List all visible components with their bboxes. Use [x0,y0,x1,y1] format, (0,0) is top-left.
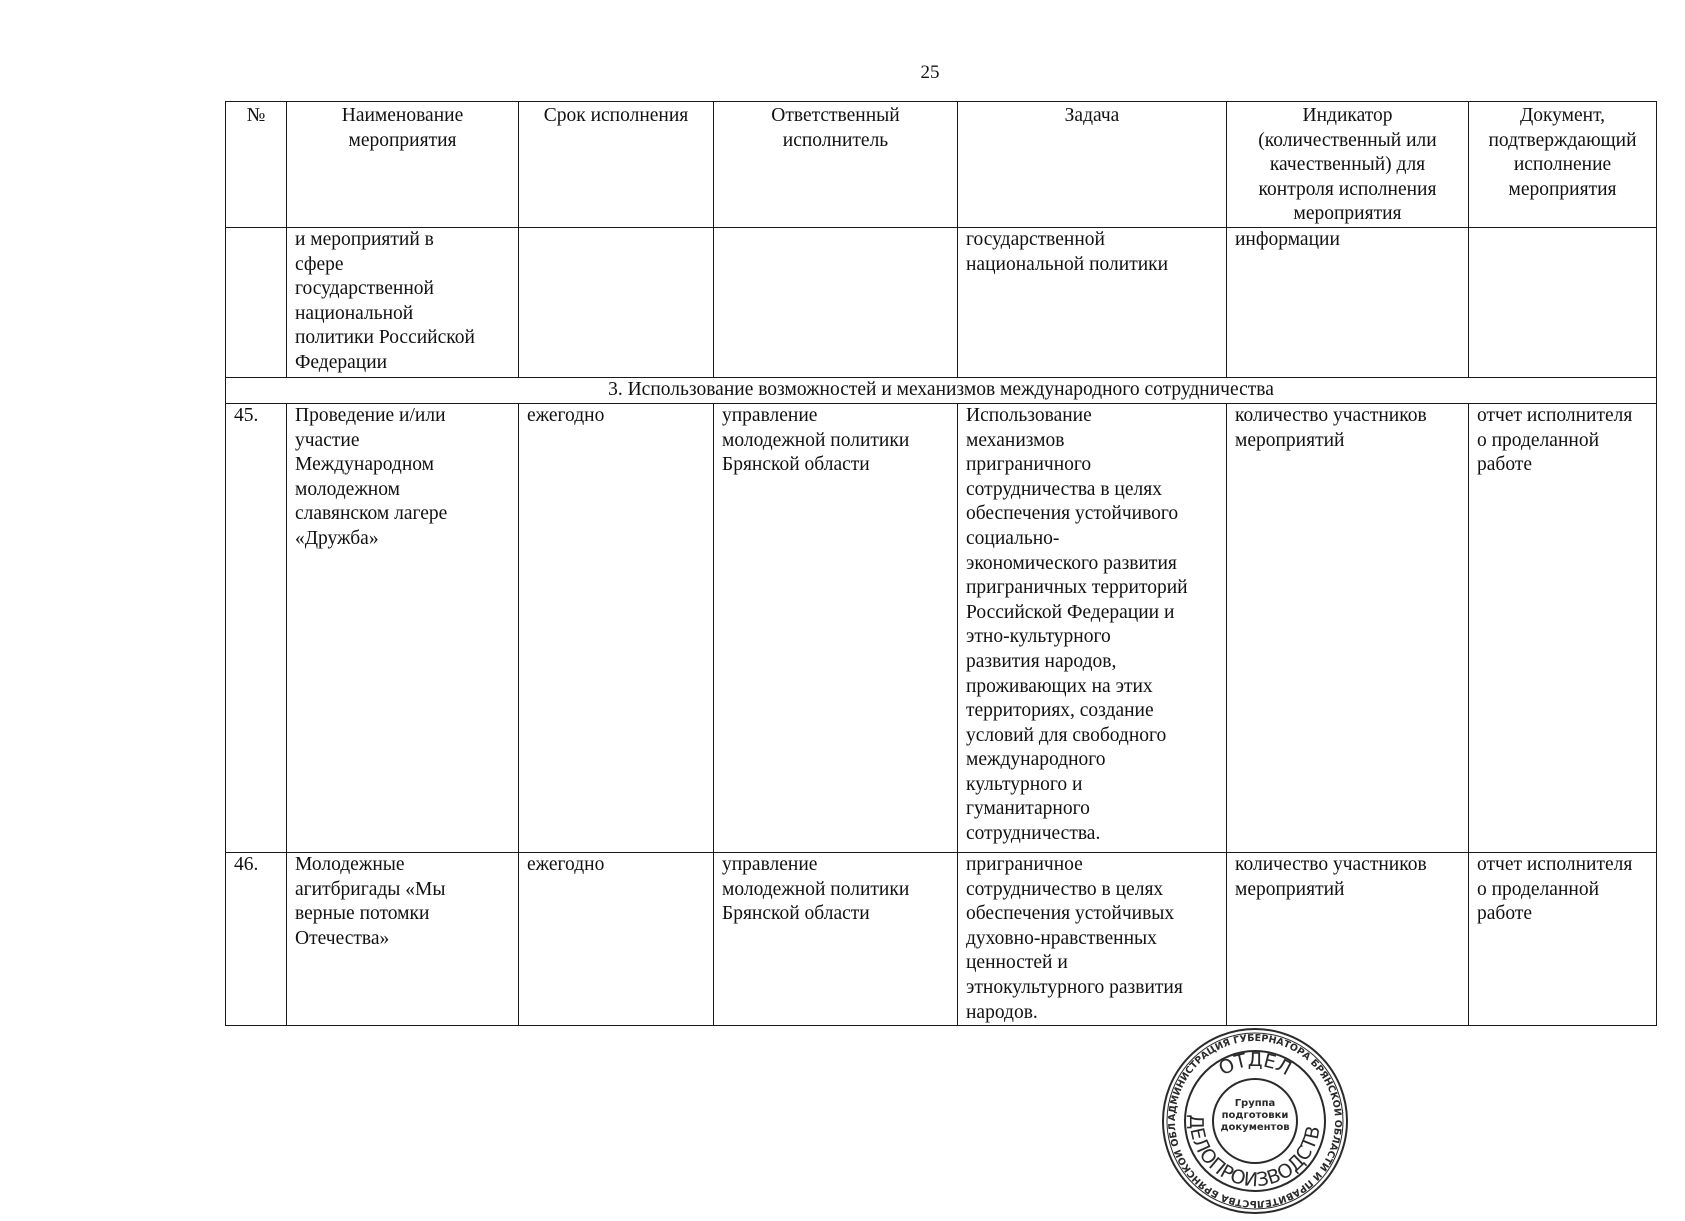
cell-document: отчет исполнителя о проделанной работе [1469,403,1657,852]
cell-num: 45. [226,403,287,852]
header-executor: Ответственный исполнитель [714,102,958,228]
header-num: № [226,102,287,228]
stamp-center-text: Группа подготовки документов [1220,1098,1290,1133]
table-row-continuation [226,227,1657,377]
cell-executor: управление молодежной политики Брянской области [714,403,958,852]
cell-name: Проведение и/или участие Международном молодежном славянском лагере «Дружба» [287,403,519,852]
cell-document [1469,227,1657,377]
cell-num: 46. [226,852,287,1025]
stamp-top-text: ОТДЕЛ [1215,1048,1295,1081]
cell-indicator: информации [1227,227,1469,377]
header-indicator: Индикатор (количественный или качественный) для контроля исполнения мероприятия [1227,102,1469,228]
stamp-outer-text: АДМИНИСТРАЦИЯ ГУБЕРНАТОРА БРЯНСКОЙ ОБЛАСТИ И ПРАВИТЕЛЬСТВА БРЯНСКОЙ ОБЛ [1166,1032,1344,1210]
cell-executor: управление молодежной политики Брянской области [714,852,958,1025]
header-task: Задача [958,102,1227,228]
plan-table [225,101,1657,1026]
cell-deadline [519,227,714,377]
cell-executor [714,227,958,377]
cell-task: приграничное сотрудничество в целях обеспечения устойчивых духовно-нравственных ценностей и этнокультурного развития народов. [958,852,1227,1025]
table-row [226,852,1657,1025]
cell-name: и мероприятий в сфере государственной национальной политики Российской Федерации [287,227,519,377]
cell-indicator: количество участников мероприятий [1227,852,1469,1025]
table-row [226,403,1657,852]
cell-document: отчет исполнителя о проделанной работе [1469,852,1657,1025]
stamp-seal [1160,1026,1350,1216]
page-number: 25 [920,62,940,83]
header-document: Документ, подтверждающий исполнение мероприятия [1469,102,1657,228]
cell-num [226,227,287,377]
section-row [226,377,1657,403]
cell-deadline: ежегодно [519,852,714,1025]
cell-deadline: ежегодно [519,403,714,852]
header-deadline: Срок исполнения [519,102,714,228]
cell-task: государственной национальной политики [958,227,1227,377]
cell-task: Использование механизмов приграничного сотрудничества в целях обеспечения устойчивого социально- экономического развития приграничных территорий Российской Федерации и этно-культурного развития народов, проживающих на этих территориях, создание условий для свободного международного культурного и гуманитарного сотрудничества. [958,403,1227,852]
official-stamp [1160,1026,1350,1216]
header-name: Наименование мероприятия [287,102,519,228]
cell-indicator: количество участников мероприятий [1227,403,1469,852]
header-row [226,102,1657,228]
stamp-bottom-text: ДЕЛОПРОИЗВОДСТВ [1184,1114,1325,1192]
section-title: 3. Использование возможностей и механизмов международного сотрудничества [226,377,1657,403]
cell-name: Молодежные агитбригады «Мы верные потомки Отечества» [287,852,519,1025]
